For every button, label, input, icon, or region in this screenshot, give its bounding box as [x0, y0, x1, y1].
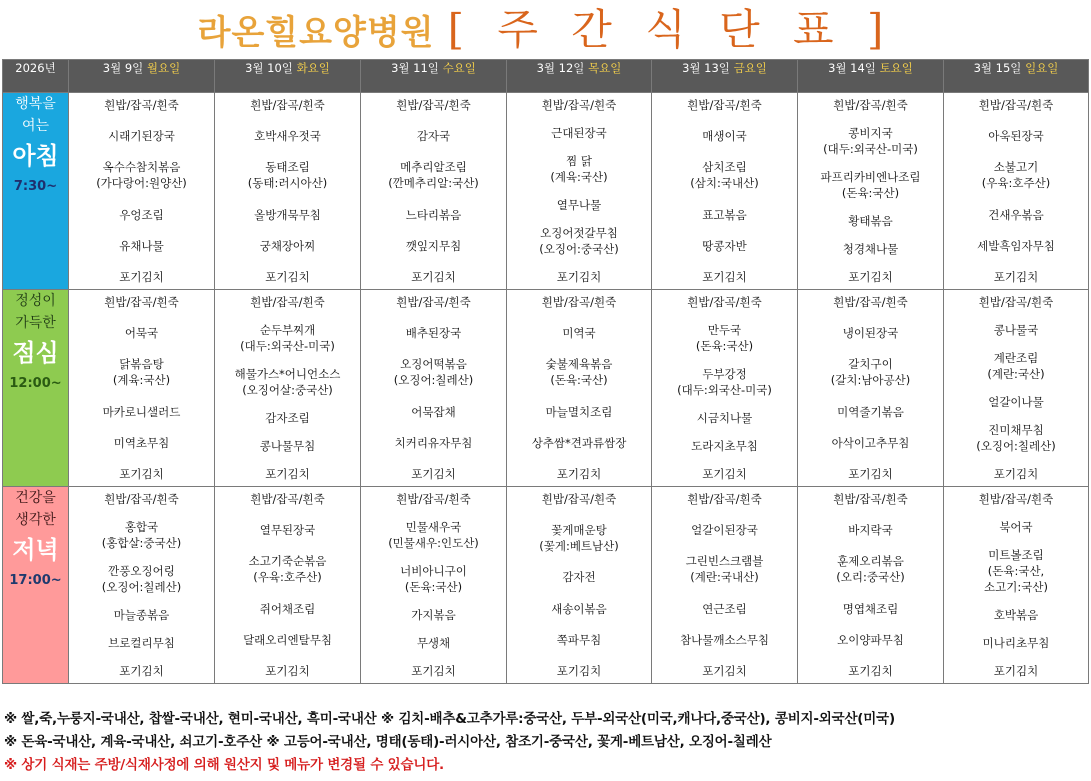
lunch-mon-cell: [69, 290, 215, 487]
menu-item: 감자국: [416, 129, 451, 144]
dinner-sun-cell: [944, 487, 1089, 684]
dinner-tue-cell: [215, 487, 361, 684]
menu-item: 아삭이고추무침: [831, 435, 910, 450]
menu-item: 포기김치: [993, 467, 1039, 481]
dinner-label: [3, 487, 69, 684]
menu-item: 도라지초무침: [691, 439, 758, 453]
menu-item: 올방개묵무침: [254, 207, 321, 222]
day-header-mon: [69, 60, 215, 93]
day-date: 3월 13일: [682, 61, 730, 75]
menu-item: 열무된장국: [259, 523, 316, 538]
dinner-thu-cell: [507, 487, 652, 684]
menu-item: 감자전: [562, 570, 596, 585]
menu-item: 배추된장국: [405, 326, 462, 341]
menu-item: 포기김치: [993, 664, 1039, 678]
menu-item: 북어국: [999, 520, 1033, 534]
menu-item: 오징어젓갈무침 (오징어:중국산): [539, 226, 619, 256]
day-date: 3월 10일: [245, 61, 293, 75]
menu-item: 열무나물: [556, 198, 602, 212]
lunch-thu-cell: [507, 290, 652, 487]
meal-time: 7:30~: [13, 179, 58, 194]
hospital-name: 라온힐요양병원: [197, 13, 435, 53]
menu-item: 꽃게매운탕 (꽃게:베트남산): [539, 523, 619, 554]
lunch-fri-cell: [652, 290, 798, 487]
menu-item: 시금치나물: [696, 411, 753, 425]
menu-item: 흰밥/잡곡/흰죽: [396, 492, 471, 506]
meal-caption-line: 생각한: [15, 512, 56, 528]
menu-item: 깐풍오징어링 (오징어:칠레산): [101, 564, 182, 594]
menu-item: 포기김치: [119, 466, 164, 481]
menu-item: 얼갈이된장국: [691, 523, 758, 538]
menu-item: 무생채: [416, 636, 451, 650]
menu-item: 명엽채조림: [842, 601, 899, 616]
menu-item: 포기김치: [556, 663, 602, 678]
menu-item: 소불고기 (우육:호주산): [981, 160, 1051, 191]
breakfast-wed-cell: [361, 93, 507, 290]
menu-item: 포기김치: [848, 663, 893, 678]
menu-item: 브로컬리무침: [108, 636, 175, 650]
lunch-tue-cell: [215, 290, 361, 487]
menu-item: 포기김치: [119, 664, 164, 678]
menu-item: 흰밥/잡곡/흰죽: [104, 295, 179, 309]
menu-item: 동태조림 (동태:러시아산): [247, 160, 328, 191]
menu-item: 흰밥/잡곡/흰죽: [396, 98, 471, 112]
menu-item: 마늘종볶음: [113, 608, 170, 622]
menu-item: 세발흑임자무침: [977, 238, 1055, 253]
meal-time: 17:00~: [9, 573, 62, 588]
menu-item: 아욱된장국: [988, 129, 1044, 144]
meal-caption-line: 정성이: [15, 293, 56, 309]
menu-item: 흰밥/잡곡/흰죽: [833, 98, 908, 112]
weekly-menu-table: [2, 59, 1089, 684]
menu-item: 미트볼조림 (돈육:국산, 소고기:국산): [984, 548, 1048, 594]
note-grain-origin: ※ 쌀,죽,누룽지-국내산, 찹쌀-국내산, 현미-국내산, 흑미-국내산 ※ 김치-배추&고추가루:중국산, 두부-외국산(미국,캐나다,중국산), 콩비지-외국산(미국): [4, 711, 895, 727]
menu-item: 숯불제육볶음 (돈육:국산): [545, 357, 613, 388]
breakfast-row: [3, 93, 1089, 290]
day-header-thu: [507, 60, 652, 93]
note-meat-fish-origin: ※ 돈육-국내산, 계육-국내산, 쇠고기-호주산 ※ 고등어-국내산, 명태(동태)-러시아산, 참조기-중국산, 꽃게-베트남산, 오징어-칠레산: [4, 734, 772, 750]
day-date: 3월 11일: [391, 61, 439, 75]
menu-item: 느타리볶음: [405, 207, 462, 222]
day-weekday: 수요일: [442, 61, 476, 75]
day-header-fri: [652, 60, 798, 93]
menu-item: 콩나물국: [993, 323, 1039, 337]
breakfast-mon-cell: [69, 93, 215, 290]
menu-item: 바지락국: [848, 523, 893, 538]
meal-caption-line: 가득한: [15, 315, 56, 331]
menu-item: 해물가스*어니언소스 (오징어살:중국산): [234, 367, 341, 397]
menu-item: 흰밥/잡곡/흰죽: [687, 98, 762, 112]
menu-item: 참나물깨소스무침: [680, 632, 769, 647]
menu-item: 미나리초무침: [982, 636, 1050, 650]
day-date: 3월 14일: [828, 61, 876, 75]
meal-name: 아침: [12, 142, 59, 170]
menu-item: 닭볶음탕 (계육:국산): [112, 357, 171, 388]
menu-item: 가지볶음: [411, 608, 456, 622]
menu-item: 그린빈스크램블 (계란:국내산): [685, 554, 764, 585]
dinner-mon-cell: [69, 487, 215, 684]
menu-item: 포기김치: [119, 269, 164, 284]
day-weekday: 토요일: [879, 61, 913, 75]
menu-item: 마늘멸치조림: [545, 404, 613, 419]
day-weekday: 목요일: [588, 61, 622, 75]
menu-item: 포기김치: [702, 467, 747, 481]
menu-item: 어묵잡채: [411, 404, 456, 419]
menu-item: 옥수수참치볶음 (가다랑어:원양산): [96, 160, 187, 191]
menu-item: 흰밥/잡곡/흰죽: [541, 98, 617, 112]
meal-time: 12:00~: [9, 376, 62, 391]
menu-item: 흰밥/잡곡/흰죽: [396, 295, 471, 309]
breakfast-sun-cell: [944, 93, 1089, 290]
menu-item: 흰밥/잡곡/흰죽: [978, 492, 1054, 506]
menu-item: 달래오리엔탈무침: [243, 632, 332, 647]
menu-item: 흰밥/잡곡/흰죽: [687, 492, 762, 506]
breakfast-label: [3, 93, 69, 290]
lunch-sun-cell: [944, 290, 1089, 487]
menu-item: 포기김치: [702, 663, 747, 678]
menu-item: 민물새우국 (민물새우:인도산): [388, 520, 479, 550]
menu-item: 마카로니샐러드: [102, 404, 181, 419]
meal-name: 저녁: [12, 536, 59, 564]
menu-item: 시래기된장국: [108, 129, 175, 144]
lunch-label: [3, 290, 69, 487]
dinner-row: [3, 487, 1089, 684]
menu-item: 흰밥/잡곡/흰죽: [250, 295, 325, 309]
menu-item: 흰밥/잡곡/흰죽: [541, 492, 617, 506]
menu-item: 청경채나물: [842, 242, 899, 256]
menu-item: 찜 닭 (계육:국산): [550, 154, 608, 184]
breakfast-tue-cell: [215, 93, 361, 290]
menu-item: 파프리카비엔나조림 (돈육:국산): [820, 170, 921, 200]
menu-item: 우엉조림: [119, 207, 164, 222]
menu-item: 만두국 (돈육:국산): [695, 323, 754, 353]
breakfast-fri-cell: [652, 93, 798, 290]
menu-item: 연근조림: [702, 601, 747, 616]
menu-item: 포기김치: [848, 466, 893, 481]
menu-item: 치커리유자무침: [394, 435, 473, 450]
note-change-warning: ※ 상기 식재는 주방/식재사정에 의해 원산지 및 메뉴가 변경될 수 있습니다.: [4, 757, 444, 773]
year-cell: 2026년: [3, 60, 69, 93]
menu-item: 흰밥/잡곡/흰죽: [833, 492, 908, 506]
menu-item: 건새우볶음: [988, 207, 1044, 222]
menu-item: 흰밥/잡곡/흰죽: [104, 98, 179, 112]
menu-item: 미역줄기볶음: [837, 404, 904, 419]
day-header-wed: [361, 60, 507, 93]
menu-item: 흰밥/잡곡/흰죽: [978, 98, 1054, 112]
menu-item: 메추리알조림 (깐메추리알:국산): [388, 160, 479, 191]
dinner-sat-cell: [798, 487, 944, 684]
menu-item: 흰밥/잡곡/흰죽: [250, 492, 325, 506]
lunch-wed-cell: [361, 290, 507, 487]
day-date: 3월 9일: [102, 61, 144, 75]
menu-item: 깻잎지무침: [405, 238, 462, 253]
menu-item: 훈제오리볶음 (오리:중국산): [836, 554, 905, 585]
day-weekday: 금요일: [733, 61, 767, 75]
day-date: 3월 12일: [536, 61, 585, 75]
notes: [4, 708, 1089, 777]
menu-item: 두부강정 (대두:외국산-미국): [677, 367, 772, 397]
menu-item: 감자조림: [265, 411, 310, 425]
menu-item: 쪽파무침: [556, 632, 602, 647]
menu-item: 포기김치: [993, 269, 1039, 284]
menu-item: 흰밥/잡곡/흰죽: [978, 295, 1054, 309]
menu-item: 흰밥/잡곡/흰죽: [250, 98, 325, 112]
menu-item: 쥐어채조림: [259, 601, 316, 616]
meal-caption-line: 여는: [21, 118, 50, 134]
menu-item: 콩비지국 (대두:외국산-미국): [823, 126, 918, 156]
menu-item: 근대된장국: [551, 126, 607, 140]
menu-item: 순두부찌개 (대두:외국산-미국): [240, 323, 335, 353]
menu-item: 새송이볶음: [551, 601, 607, 616]
menu-item: 오이양파무침: [837, 632, 904, 647]
menu-item: 상추쌈*견과류쌈장: [531, 435, 627, 450]
breakfast-thu-cell: [507, 93, 652, 290]
menu-item: 포기김치: [848, 270, 893, 284]
meal-name: 점심: [12, 339, 59, 367]
menu-item: 궁채장아찌: [259, 238, 316, 253]
day-header-sun: [944, 60, 1089, 93]
day-weekday: 일요일: [1025, 61, 1059, 75]
menu-item: 표고볶음: [702, 207, 747, 222]
menu-item: 포기김치: [265, 663, 310, 678]
dinner-fri-cell: [652, 487, 798, 684]
day-header-tue: [215, 60, 361, 93]
menu-item: 얼갈이나물: [988, 395, 1044, 409]
breakfast-sat-cell: [798, 93, 944, 290]
menu-item: 포기김치: [265, 467, 310, 481]
lunch-row: [3, 290, 1089, 487]
day-header-sat: [798, 60, 944, 93]
menu-item: 진미채무침 (오징어:칠레산): [976, 423, 1056, 453]
menu-item: 미역국: [562, 326, 596, 341]
menu-item: 포기김치: [702, 269, 747, 284]
menu-item: 소고기죽순볶음 (우육:호주산): [248, 554, 327, 585]
menu-item: 포기김치: [556, 466, 602, 481]
menu-item: 흰밥/잡곡/흰죽: [833, 295, 908, 309]
menu-item: 호박볶음: [993, 608, 1039, 622]
menu-item: 갈치구이 (갈치:남아공산): [830, 357, 911, 388]
header-row: [3, 60, 1089, 93]
menu-item: 포기김치: [265, 269, 310, 284]
menu-item: 콩나물무침: [259, 439, 316, 453]
day-date: 3월 15일: [973, 61, 1022, 75]
menu-item: 유채나물: [119, 238, 164, 253]
menu-item: 흰밥/잡곡/흰죽: [687, 295, 762, 309]
dinner-wed-cell: [361, 487, 507, 684]
lunch-sat-cell: [798, 290, 944, 487]
page-title: [0, 0, 1091, 58]
menu-item: 어묵국: [124, 326, 159, 341]
menu-item: 삼치조림 (삼치:국내산): [690, 160, 759, 191]
menu-item: 오징어떡볶음 (오징어:칠레산): [393, 357, 474, 388]
title-label: [ 주 간 식 단 표 ]: [447, 5, 894, 54]
menu-item: 포기김치: [411, 269, 456, 284]
menu-item: 너비아니구이 (돈육:국산): [400, 564, 467, 594]
menu-item: 흰밥/잡곡/흰죽: [541, 295, 617, 309]
day-weekday: 화요일: [296, 61, 330, 75]
menu-item: 홍합국 (홍합살:중국산): [101, 520, 182, 550]
menu-item: 매생이국: [702, 129, 747, 144]
menu-item: 냉이된장국: [842, 326, 899, 341]
menu-item: 미역초무침: [113, 435, 170, 450]
menu-item: 포기김치: [556, 270, 602, 284]
meal-caption-line: 건강을: [15, 490, 56, 506]
menu-item: 황태볶음: [848, 214, 893, 228]
day-weekday: 월요일: [146, 61, 181, 75]
menu-item: 계란조림 (계란:국산): [987, 351, 1045, 381]
menu-item: 포기김치: [411, 466, 456, 481]
menu-item: 땅콩자반: [702, 238, 747, 253]
menu-item: 포기김치: [411, 664, 456, 678]
menu-item: 호박새우젓국: [254, 129, 321, 144]
meal-caption-line: 행복을: [15, 96, 56, 112]
menu-item: 흰밥/잡곡/흰죽: [104, 492, 179, 506]
